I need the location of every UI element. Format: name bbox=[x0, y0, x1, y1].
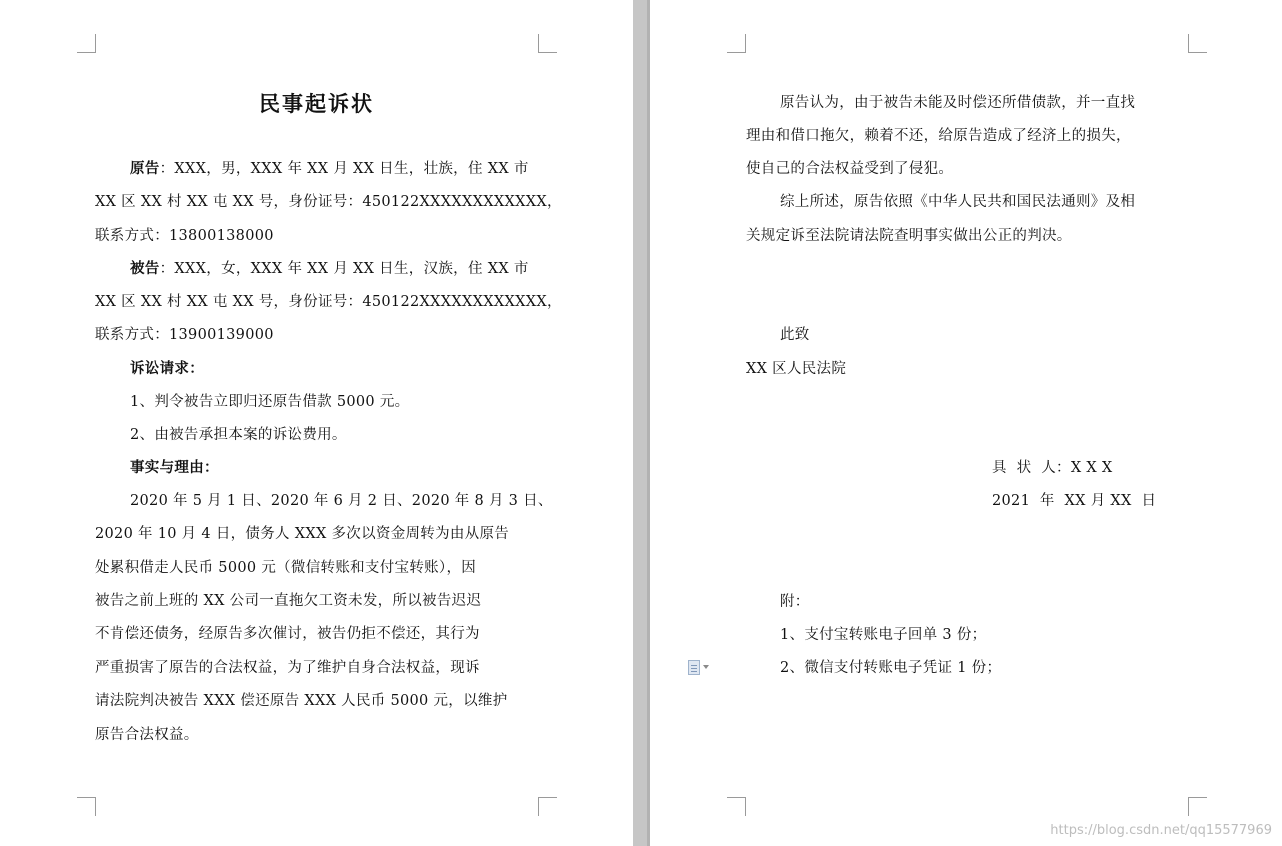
attachment-item[interactable]: 1、支付宝转账电子回单 3 份； bbox=[780, 627, 987, 643]
margin-corner-mark bbox=[538, 34, 557, 53]
facts-line[interactable]: 请法院判决被告 XXX 偿还原告 XXX 人民币 5000 元，以维护 bbox=[95, 693, 508, 709]
attachment-item[interactable]: 2、微信支付转账电子凭证 1 份； bbox=[780, 660, 1002, 676]
document-page-1 bbox=[0, 0, 633, 846]
facts-line[interactable]: 2020 年 10 月 4 日，债务人 XXX 多次以资金周转为由从原告 bbox=[95, 526, 510, 542]
facts-heading[interactable]: 事实与理由： bbox=[130, 459, 219, 476]
signer-line[interactable]: 具 状 人：X X X bbox=[992, 460, 1113, 476]
watermark: https://blog.csdn.net/qq15577969 bbox=[1050, 823, 1272, 838]
margin-corner-mark bbox=[77, 34, 96, 53]
plaintiff-text: ：XXX，男，XXX 年 XX 月 XX 日生，壮族，住 XX 市 bbox=[159, 161, 529, 177]
defendant-text: ：XXX，女，XXX 年 XX 月 XX 日生，汉族，住 XX 市 bbox=[159, 261, 529, 277]
chevron-down-icon bbox=[703, 665, 709, 669]
conclusion-line[interactable]: 关规定诉至法院请法院查明事实做出公正的判决。 bbox=[746, 228, 1072, 244]
paste-options-icon[interactable] bbox=[688, 659, 710, 675]
date-line[interactable]: 2021 年 XX 月 XX 日 bbox=[992, 493, 1157, 509]
facts-line[interactable]: 原告合法权益。 bbox=[95, 727, 199, 743]
conclusion-line[interactable]: 综上所述，原告依照《中华人民共和国民法通则》及相 bbox=[780, 194, 1136, 210]
defendant-line[interactable] bbox=[130, 259, 529, 279]
reason-line[interactable]: 理由和借口拖欠，赖着不还，给原告造成了经济上的损失， bbox=[746, 128, 1131, 144]
salutation[interactable]: 此致 bbox=[780, 327, 810, 343]
margin-corner-mark bbox=[1188, 797, 1207, 816]
plaintiff-label: 原告 bbox=[130, 160, 160, 177]
plaintiff-line[interactable]: XX 区 XX 村 XX 屯 XX 号，身份证号：450122XXXXXXXXXXXX， bbox=[95, 194, 562, 210]
plaintiff-line[interactable]: 联系方式：13800138000 bbox=[95, 228, 274, 244]
claims-heading[interactable]: 诉讼请求： bbox=[130, 360, 204, 377]
facts-line[interactable]: 被告之前上班的 XX 公司一直拖欠工资未发，所以被告迟迟 bbox=[95, 593, 482, 609]
reason-line[interactable]: 原告认为，由于被告未能及时偿还所借债款，并一直找 bbox=[780, 95, 1136, 111]
defendant-line[interactable]: 联系方式：13900139000 bbox=[95, 327, 274, 343]
document-icon bbox=[688, 660, 700, 675]
attachments-heading[interactable]: 附： bbox=[780, 594, 810, 610]
margin-corner-mark bbox=[77, 797, 96, 816]
margin-corner-mark bbox=[727, 797, 746, 816]
plaintiff-line[interactable] bbox=[130, 159, 529, 179]
defendant-label: 被告 bbox=[130, 260, 160, 277]
court-name[interactable]: XX 区人民法院 bbox=[746, 361, 847, 377]
facts-line[interactable]: 严重损害了原告的合法权益，为了维护自身合法权益，现诉 bbox=[95, 660, 480, 676]
margin-corner-mark bbox=[727, 34, 746, 53]
facts-line[interactable]: 不肯偿还债务，经原告多次催讨，被告仍拒不偿还，其行为 bbox=[95, 626, 480, 642]
reason-line[interactable]: 使自己的合法权益受到了侵犯。 bbox=[746, 161, 954, 177]
margin-corner-mark bbox=[538, 797, 557, 816]
claim-item[interactable]: 1、判令被告立即归还原告借款 5000 元。 bbox=[130, 394, 410, 410]
page-gutter bbox=[633, 0, 650, 846]
facts-line[interactable]: 处累积借走人民币 5000 元（微信转账和支付宝转账），因 bbox=[95, 560, 477, 576]
facts-line[interactable]: 2020 年 5 月 1 日、2020 年 6 月 2 日、2020 年 8 月 3 日、 bbox=[130, 493, 553, 509]
margin-corner-mark bbox=[1188, 34, 1207, 53]
defendant-line[interactable]: XX 区 XX 村 XX 屯 XX 号，身份证号：450122XXXXXXXXXXXX， bbox=[95, 294, 562, 310]
claim-item[interactable]: 2、由被告承担本案的诉讼费用。 bbox=[130, 427, 347, 443]
document-title[interactable]: 民事起诉状 bbox=[259, 92, 374, 116]
